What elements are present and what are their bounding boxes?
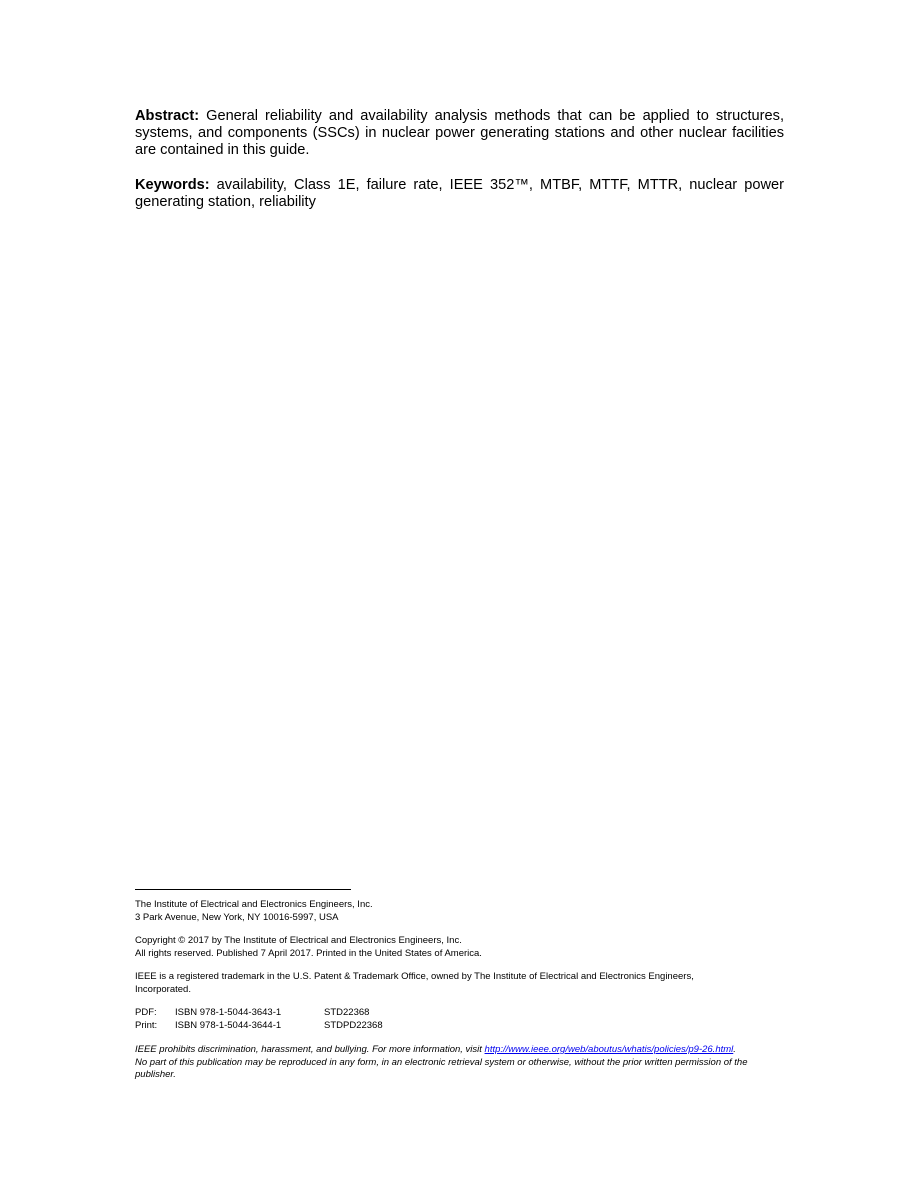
abstract-label: Abstract: xyxy=(135,108,200,124)
institute-street: 3 Park Avenue, New York, NY 10016-5997, USA xyxy=(135,911,339,923)
isbn-table xyxy=(135,1007,383,1032)
isbn-format: Print: xyxy=(135,1019,158,1031)
isbn-row-print xyxy=(135,1020,383,1033)
footnote-divider xyxy=(135,889,351,890)
abstract-paragraph xyxy=(135,108,784,159)
copyright-line: Copyright © 2017 by The Institute of Electrical and Electronics Engineers, Inc. xyxy=(135,935,462,946)
copyright-notice xyxy=(135,935,795,960)
reproduction-notice: No part of this publication may be reproduced in any form, in an electronic retrieval system or otherwise, without the prior written permission of the publisher. xyxy=(135,1056,748,1080)
isbn-code: STDPD22368 xyxy=(324,1019,383,1031)
abstract-text: General reliability and availability analysis methods that can be applied to structures, systems, and components (SSCs) in nuclear power generating stations and other nuclear facilities are contained in this guide. xyxy=(135,108,784,158)
policy-notice xyxy=(135,1044,785,1082)
policy-suffix: . xyxy=(733,1044,736,1055)
policy-line xyxy=(135,1044,785,1057)
keywords-label: Keywords: xyxy=(135,177,210,193)
isbn-number: ISBN 978-1-5044-3644-1 xyxy=(175,1019,282,1031)
policy-link[interactable]: http://www.ieee.org/web/aboutus/whatis/policies/p9-26.html xyxy=(484,1044,734,1055)
rights-line: All rights reserved. Published 7 April 2017. Printed in the United States of America. xyxy=(135,947,482,959)
isbn-format: PDF: xyxy=(135,1007,157,1018)
institute-address xyxy=(135,899,795,924)
trademark-notice xyxy=(135,971,715,996)
trademark-line-1: IEEE is a registered trademark in the U.S. Patent & Trademark Office, owned by The Institute of Electrical and Electronics xyxy=(135,971,646,982)
institute-name: The Institute of Electrical and Electronics Engineers, Inc. xyxy=(135,899,373,910)
isbn-row-pdf xyxy=(135,1007,383,1020)
keywords-paragraph xyxy=(135,177,784,211)
keywords-text: availability, Class 1E, failure rate, IEEE 352™, MTBF, MTTF, MTTR, nuclear power generating station, reliability xyxy=(135,177,784,210)
policy-prefix: IEEE prohibits discrimination, harassment, and bullying. For more information, visit xyxy=(135,1044,485,1055)
isbn-number: ISBN 978-1-5044-3643-1 xyxy=(175,1007,282,1018)
trademark-line-2: Engineers, Incorporated. xyxy=(135,971,694,995)
isbn-code: STD22368 xyxy=(324,1007,370,1018)
